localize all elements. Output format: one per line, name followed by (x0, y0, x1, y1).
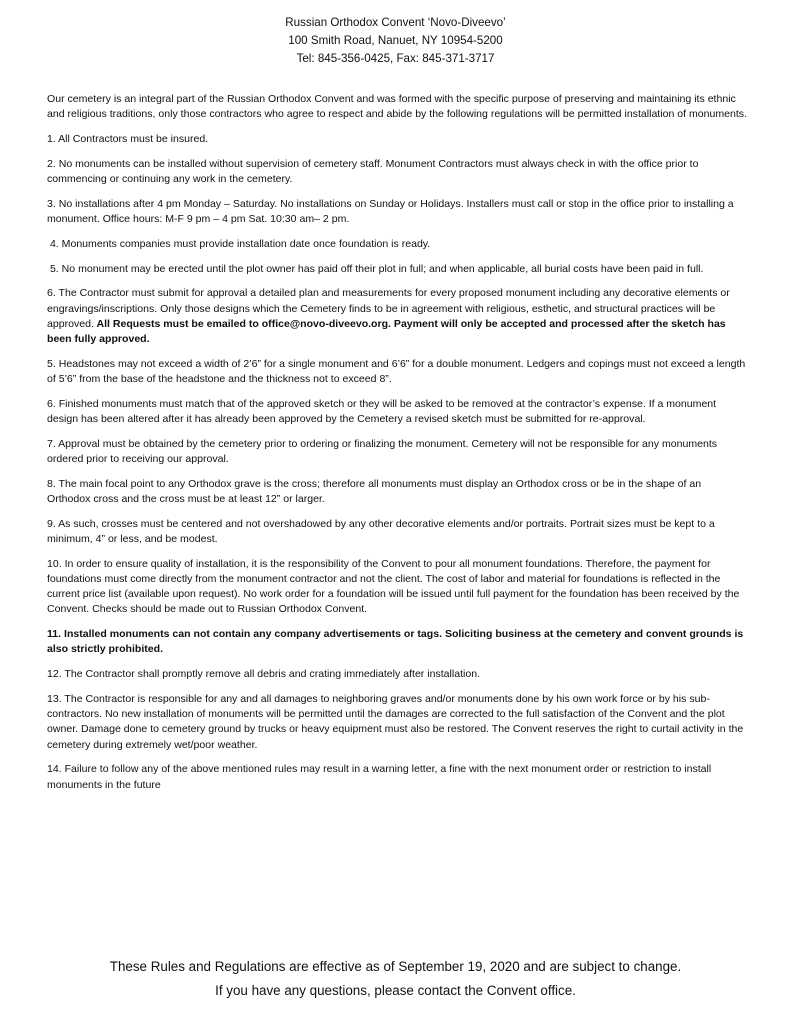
rule-text: 5. No monument may be erected until the plot owner has paid off their plot in full; and when applicable, all burial costs have been paid in full. (47, 262, 704, 275)
rule-text: 7. Approval must be obtained by the cemetery prior to ordering or finalizing the monument. Cemetery will not be responsible for any monuments ordered prior to receiving our approval. (47, 437, 718, 465)
convent-name: Russian Orthodox Convent ‘Novo-Diveevo’ (285, 16, 506, 29)
rule-text: 6. The Contractor must submit for approval a detailed plan and measurements for every proposed monument including any decorative elements or engravings/inscriptions. Only those designs which the Cemetery finds to be in agreement with religious, esthetic, and structural practices will be approved. (47, 287, 730, 330)
letterhead (0, 14, 791, 68)
rule-text: 1. All Contractors must be insured. (47, 133, 209, 145)
rule-text: 2. No monuments can be installed without supervision of cemetery staff. Monument Contractors must always check in with the office prior to commencing or continuing any work in the cemetery. (47, 157, 699, 185)
rule-item (47, 286, 747, 347)
rule-text: 14. Failure to follow any of the above mentioned rules may result in a warning letter, a fine with the next monument order or restriction to install monuments in the future (47, 763, 712, 791)
rule-item (47, 132, 747, 147)
rule-item (47, 357, 747, 387)
rule-bold-text: All Requests must be emailed to office@novo-diveevo.org. Payment will only be accepted and processed after the sketch has been fully approved. (47, 317, 726, 345)
rule-item (47, 157, 747, 187)
rule-text: 10. In order to ensure quality of installation, it is the responsibility of the Convent to pour all monument foundations. Therefore, the payment for foundations must come directly from the monument contractor and not the client. The cost of labor and material for foundations is reflected in the current price list (available upon request). No work order for a foundation will be issued until full payment for the foundation has been received by the Convent. Checks should be made out to Russian Orthodox Convent. (47, 557, 740, 616)
convent-address: 100 Smith Road, Nanuet, NY 10954-5200 (288, 34, 503, 47)
rule-item (47, 197, 747, 227)
rule-text: 6. Finished monuments must match that of the approved sketch or they will be asked to be removed at the contractor’s expense. If a monument design has been altered after it has already been approved by the Cemetery a revised sketch must be submitted for re-approval. (47, 397, 717, 425)
rule-text: 3. No installations after 4 pm Monday – Saturday. No installations on Sunday or Holidays. Installers must call or stop in the office prior to installing a monument. Office hours: M-F 9 pm – 4 pm Sat. 10:30 am– 2 pm. (47, 197, 734, 225)
rule-item (47, 557, 747, 618)
rule-text: 13. The Contractor is responsible for any and all damages to neighboring graves and/or monuments done by his own work force or by his sub-contractors. No new installation of monuments will be permitted until the damages are corrected to the full satisfaction of the Convent and the plot owner. Damage done to cemetery ground by trucks or heavy equipment must also be restored. The Convent reserves the right to curtail activity in the cemetery during extremely wet/poor weather. (47, 693, 744, 751)
convent-contact: Tel: 845-356-0425, Fax: 845-371-3717 (296, 52, 495, 65)
rule-text: 9. As such, crosses must be centered and not overshadowed by any other decorative elements and/or portraits. Portrait sizes must be kept to a minimum, 4” or less, and be modest. (47, 517, 715, 545)
rule-item (47, 692, 747, 753)
document-body (47, 92, 747, 802)
intro-paragraph: Our cemetery is an integral part of the Russian Orthodox Convent and was formed with the specific purpose of preserving and maintaining its ethnic and religious traditions, only those contractors who agree to respect and abide by the following regulations will be permitted installation of monuments. (47, 93, 748, 121)
rule-bold-text: 11. Installed monuments can not contain any company advertisements or tags. Soliciting business at the cemetery and convent grounds is also strictly prohibited. (47, 628, 744, 656)
rule-item (47, 627, 747, 657)
rule-item (47, 397, 747, 427)
rule-text: 4. Monuments companies must provide installation date once foundation is ready. (47, 237, 431, 250)
rule-item (47, 667, 747, 682)
rule-item (47, 477, 747, 507)
rule-text: 5. Headstones may not exceed a width of 2’6” for a single monument and 6’6” for a double monument. Ledgers and copings must not exceed a length of 5’6” from the base of the headstone and the thickness not to exceed 8”. (47, 357, 746, 385)
rule-item (47, 762, 747, 792)
effective-date-notice: These Rules and Regulations are effective as of September 19, 2020 and are subject to change. (109, 959, 682, 974)
rule-text: 12. The Contractor shall promptly remove all debris and crating immediately after installation. (47, 668, 481, 681)
rule-text: 8. The main focal point to any Orthodox grave is the cross; therefore all monuments must display an Orthodox cross or be in the shape of an Orthodox cross and the cross must be at least 12” or larger. (47, 477, 702, 505)
rule-item (47, 262, 747, 277)
contact-notice: If you have any questions, please contact the Convent office. (215, 983, 576, 998)
rule-item (47, 437, 747, 467)
rules-list (47, 132, 747, 793)
rule-item (47, 517, 747, 547)
footer-notice (0, 955, 791, 1003)
rule-item (47, 237, 747, 252)
